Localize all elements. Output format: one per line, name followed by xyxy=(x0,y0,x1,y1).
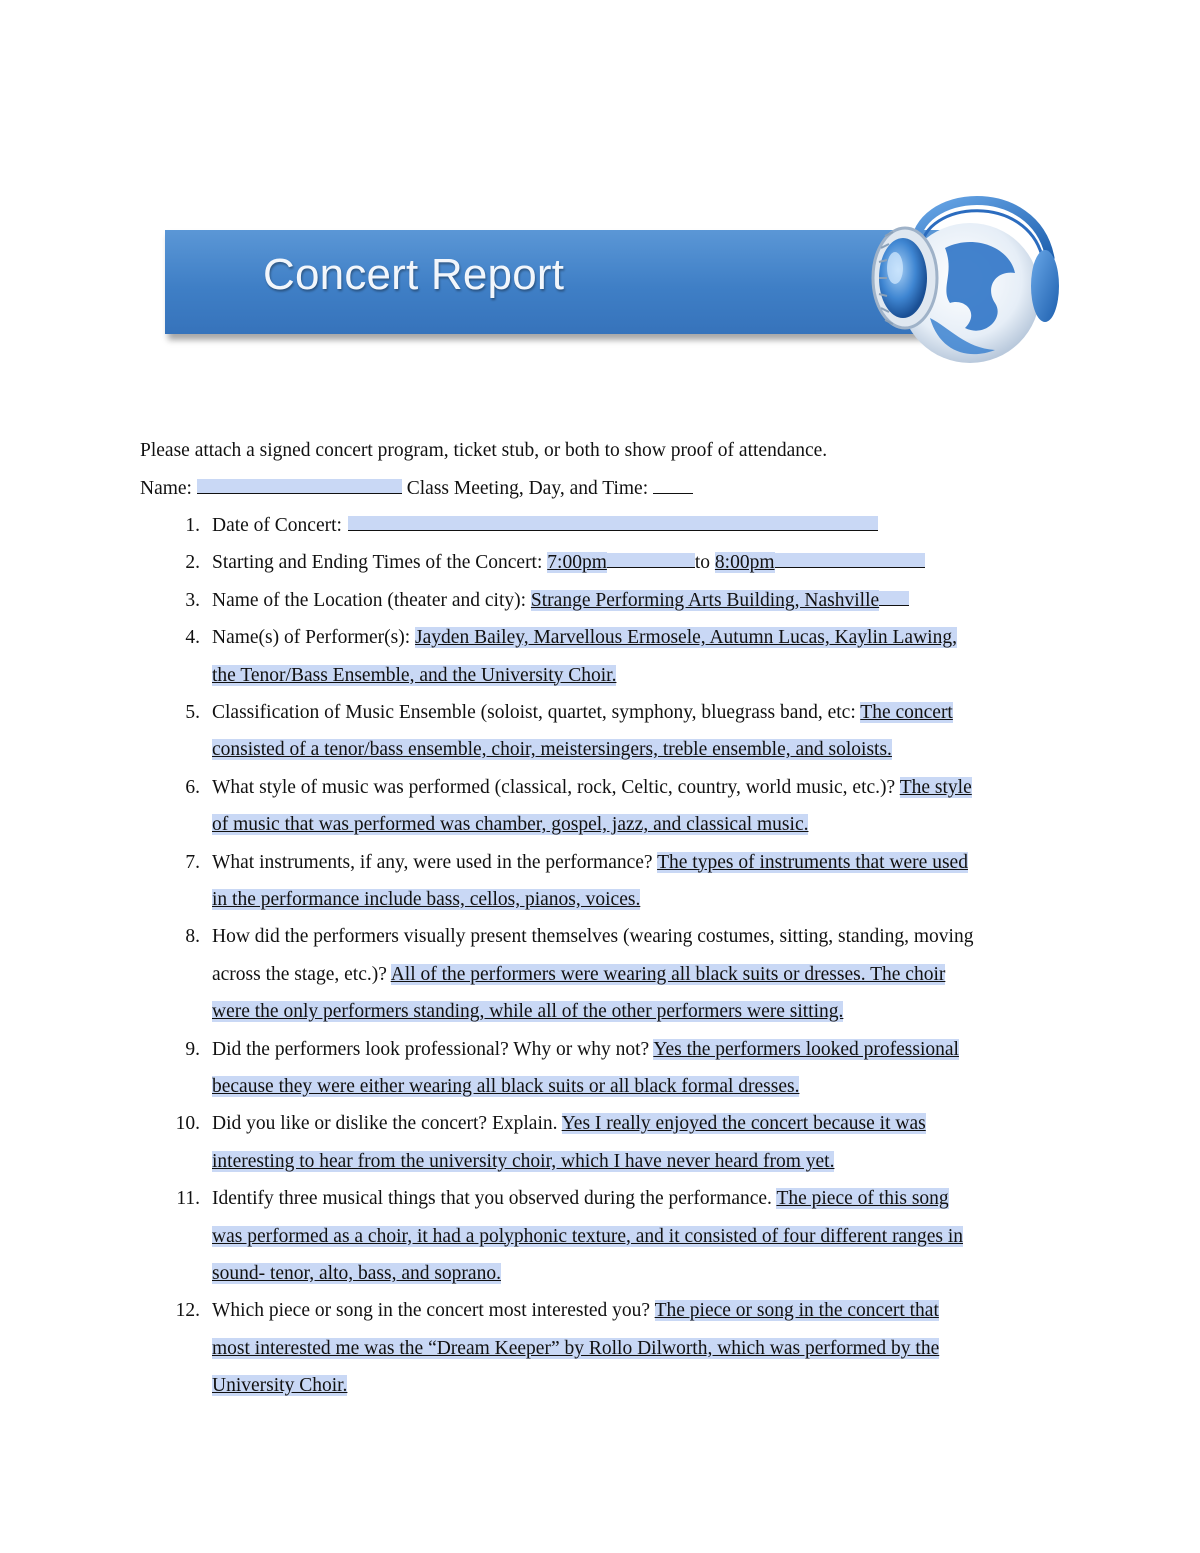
item-line xyxy=(212,814,808,836)
answer-text: The style xyxy=(899,776,972,798)
answer-text: Strange Performing Arts Building, Nashville xyxy=(530,589,880,611)
item-line xyxy=(212,627,957,649)
question-text: across the stage, etc.)? xyxy=(212,963,387,985)
item-line xyxy=(212,964,945,986)
answer-text: Yes the performers looked professional xyxy=(653,1038,959,1060)
item-line xyxy=(212,926,973,948)
answer-text: All of the performers were wearing all black suits or dresses. The choir xyxy=(390,963,946,985)
item-line xyxy=(212,515,878,537)
item-line xyxy=(212,665,616,687)
item-line xyxy=(212,702,953,724)
item-line xyxy=(212,1076,799,1098)
name-field[interactable] xyxy=(197,479,402,494)
start-time-blank xyxy=(607,553,695,568)
item-line xyxy=(212,590,909,612)
question-text: What style of music was performed (classical, rock, Celtic, country, world music, etc.)? xyxy=(212,776,896,798)
item-line xyxy=(212,1263,501,1285)
item-line xyxy=(212,739,892,761)
item-line xyxy=(212,852,968,874)
answer-text: The piece of this song xyxy=(776,1188,949,1210)
class-field[interactable] xyxy=(653,492,693,494)
name-row xyxy=(140,478,693,500)
answer-text: sound- tenor, alto, bass, and soprano. xyxy=(212,1263,501,1284)
item-number: 4. xyxy=(185,627,200,649)
answer-text: of music that was performed was chamber, gospel, jazz, and classical music. xyxy=(212,814,809,836)
item-number: 1. xyxy=(185,515,200,536)
item-line xyxy=(212,1300,939,1322)
class-label: Class Meeting, Day, and Time: xyxy=(406,478,649,499)
item-line xyxy=(212,889,640,911)
question-text: Starting and Ending Times of the Concert: xyxy=(212,552,543,574)
answer-text: 8:00pm xyxy=(714,552,775,574)
item-number: 9. xyxy=(185,1038,200,1060)
question-text: Classification of Music Ensemble (soloist, quartet, symphony, bluegrass band, etc: xyxy=(212,702,856,723)
question-text: Did the performers look professional? Why or why not? xyxy=(212,1038,650,1060)
answer-text: The piece or song in the concert that xyxy=(654,1300,939,1322)
question-text: What instruments, if any, were used in the performance? xyxy=(212,851,653,873)
name-label: Name: xyxy=(140,478,192,499)
answer-text: University Choir. xyxy=(212,1375,348,1397)
answer-text: Jayden Bailey, Marvellous Ermosele, Autumn Lucas, Kaylin Lawing, xyxy=(415,627,957,649)
answer-text: were the only performers standing, while all of the other performers were sitting. xyxy=(212,1001,844,1023)
question-text: Date of Concert: xyxy=(212,515,342,536)
answer-text: 7:00pm xyxy=(547,552,607,574)
date-field[interactable] xyxy=(348,516,878,531)
item-line xyxy=(212,1338,939,1360)
globe-headphones-icon xyxy=(845,178,1060,368)
question-text: Which piece or song in the concert most interested you? xyxy=(212,1300,651,1322)
item-number: 11. xyxy=(176,1188,200,1210)
question-text: Identify three musical things that you observed during the performance. xyxy=(212,1188,772,1210)
answer-text: in the performance include bass, cellos, pianos, voices. xyxy=(212,889,641,910)
answer-text: consisted of a tenor/bass ensemble, choir, meistersingers, treble ensemble, and soloists. xyxy=(212,739,892,761)
item-line xyxy=(212,552,925,574)
item-line xyxy=(212,1188,949,1210)
item-line xyxy=(212,1375,347,1397)
item-number: 2. xyxy=(185,552,200,574)
item-line xyxy=(212,1226,963,1248)
page-title: Concert Report xyxy=(263,250,565,299)
question-text: Name of the Location (theater and city): xyxy=(212,589,527,611)
answer-text: The concert xyxy=(860,702,953,723)
item-line xyxy=(212,777,972,799)
answer-text: the Tenor/Bass Ensemble, and the University Choir. xyxy=(212,664,617,686)
item-number: 12. xyxy=(175,1300,200,1322)
answer-text: Yes I really enjoyed the concert because it was xyxy=(561,1113,926,1135)
answer-text: interesting to hear from the university choir, which I have never heard from yet. xyxy=(212,1150,835,1172)
item-number: 7. xyxy=(185,851,200,873)
answer-text: most interested me was the “Dream Keeper” by Rollo Dilworth, which was performed by the xyxy=(212,1337,940,1359)
item-line xyxy=(212,1039,959,1061)
item-line xyxy=(212,1151,834,1173)
item-line xyxy=(212,1113,926,1135)
question-text: Name(s) of Performer(s): xyxy=(212,627,411,649)
to-label: to xyxy=(694,552,715,574)
item-number: 6. xyxy=(185,776,200,798)
item-number: 3. xyxy=(185,589,200,611)
question-text: Did you like or dislike the concert? Explain. xyxy=(212,1113,558,1135)
answer-text: because they were either wearing all black suits or all black formal dresses. xyxy=(212,1076,800,1097)
location-blank xyxy=(879,591,909,606)
item-number: 10. xyxy=(175,1113,200,1135)
intro-text: Please attach a signed concert program, ticket stub, or both to show proof of attendance. xyxy=(140,440,828,461)
end-time-blank xyxy=(775,553,925,568)
answer-text: was performed as a choir, it had a polyphonic texture, and it consisted of four different ranges in xyxy=(212,1225,963,1247)
answer-text: The types of instruments that were used xyxy=(657,851,968,873)
item-line xyxy=(212,1001,843,1023)
question-text: How did the performers visually present themselves (wearing costumes, sitting, standing, moving xyxy=(212,926,974,948)
item-number: 8. xyxy=(185,926,200,948)
item-number: 5. xyxy=(185,702,200,723)
